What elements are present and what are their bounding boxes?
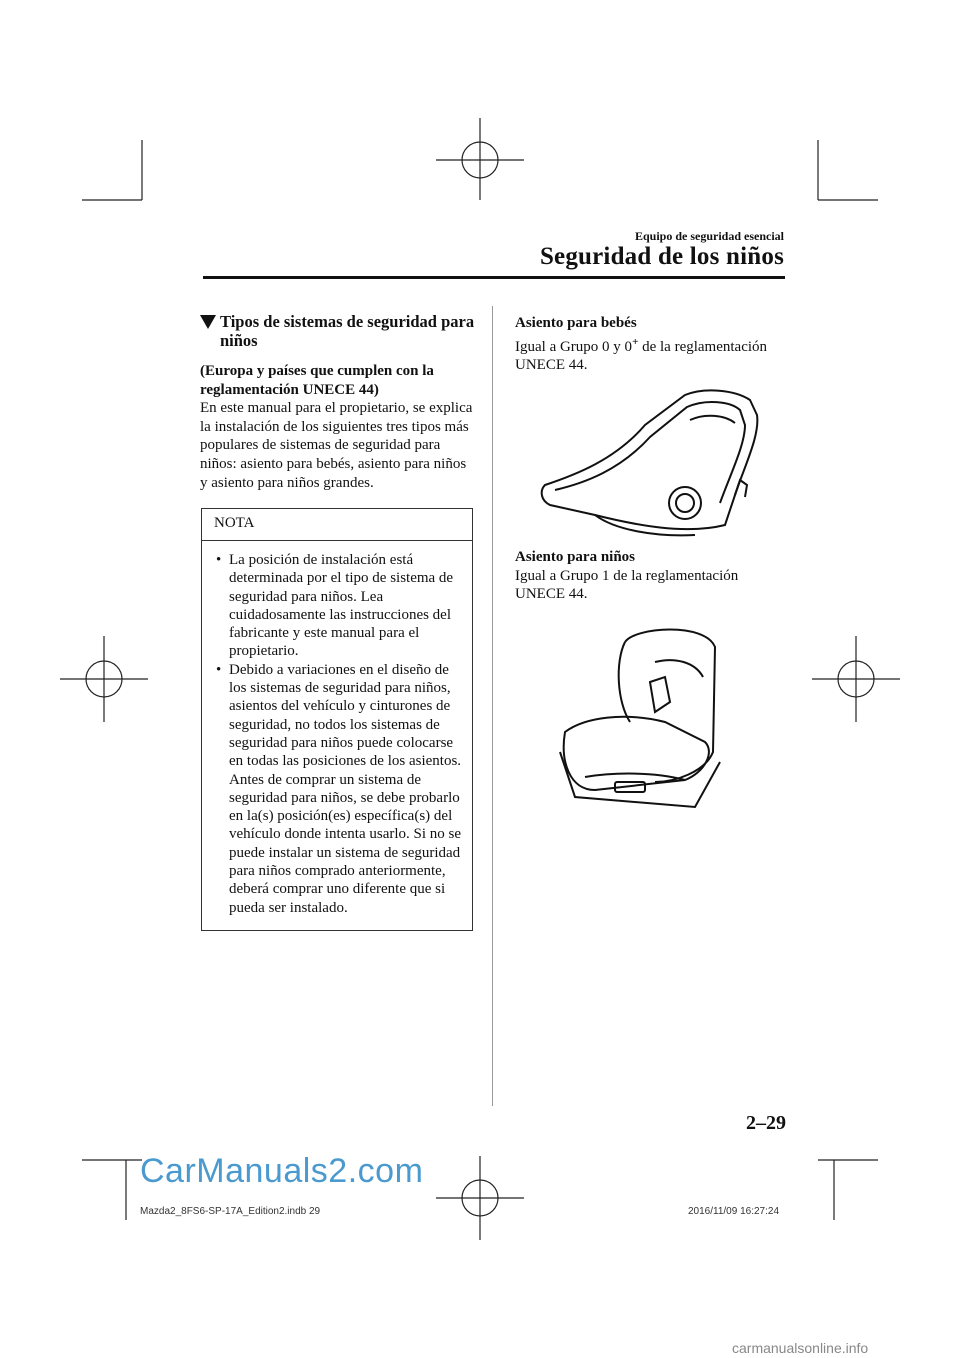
child-seat-section: [515, 548, 790, 604]
infant-seat-illustration: [535, 385, 770, 545]
infant-seat-title: Asiento para bebés: [515, 315, 637, 331]
column-divider: [492, 306, 493, 1106]
page-number: 2–29: [746, 1112, 786, 1134]
list-item: • Debido a variaciones en el diseño de los sistemas de seguridad para niños, asientos del vehículo y cinturones de seguridad, no todos los sistemas de seguridad para niños puede colocarse en todas las posiciones de los asientos. Antes de comprar un sistema de seguridad para niños, se debe probarlo en la(s) posición(es) específica(s) del vehículo donde intenta usarlo. Si no se puede instalar un sistema de seguridad para niños comprado anteriormente, deberá comprar uno diferente que si pueda ser instalado.: [216, 661, 462, 916]
child-seat-title: Asiento para niños: [515, 549, 636, 565]
left-column: [200, 312, 475, 492]
section-heading: Tipos de sistemas de seguridad para niños: [200, 312, 475, 350]
header-rule: [203, 276, 785, 279]
nota-title: NOTA: [202, 509, 472, 541]
child-seat-illustration: [555, 622, 725, 812]
file-info: Mazda2_8FS6-SP-17A_Edition2.indb 29: [140, 1206, 321, 1217]
bullet-icon: •: [216, 552, 222, 568]
intro-paragraph: En este manual para el propietario, se explica la instalación de los siguientes tres tipos más populares de sistemas de seguridad para niños: asiento para bebés, asiento para niños y asiento para niños grandes.: [200, 400, 473, 491]
bullet-icon: •: [216, 661, 222, 678]
nota-list: [212, 551, 470, 917]
infant-seat-text: Igual a Grupo 0 y 0+ de la reglamentación UNECE 44.: [515, 335, 768, 374]
subheading: (Europa y países que cumplen con la reglamentación UNECE 44): [200, 363, 434, 398]
child-seat-text: Igual a Grupo 1 de la reglamentación UNECE 44.: [515, 567, 739, 603]
triangle-bullet-icon: [200, 315, 216, 329]
infant-seat-section: [515, 314, 790, 375]
section-label: Equipo de seguridad esencial: [634, 229, 784, 243]
nota-box: [201, 508, 473, 931]
site-watermark: carmanualsonline.info: [732, 1340, 869, 1356]
watermark-logo: CarManuals2.com: [140, 1152, 424, 1190]
print-timestamp: 2016/11/09 16:27:24: [688, 1206, 780, 1217]
page-title: Seguridad de los niños: [539, 243, 784, 270]
list-item: • La posición de instalación está determinada por el tipo de sistema de seguridad para niños. Lea cuidadosamente las instrucciones del fabricante y este manual para el propietario.: [216, 552, 454, 660]
